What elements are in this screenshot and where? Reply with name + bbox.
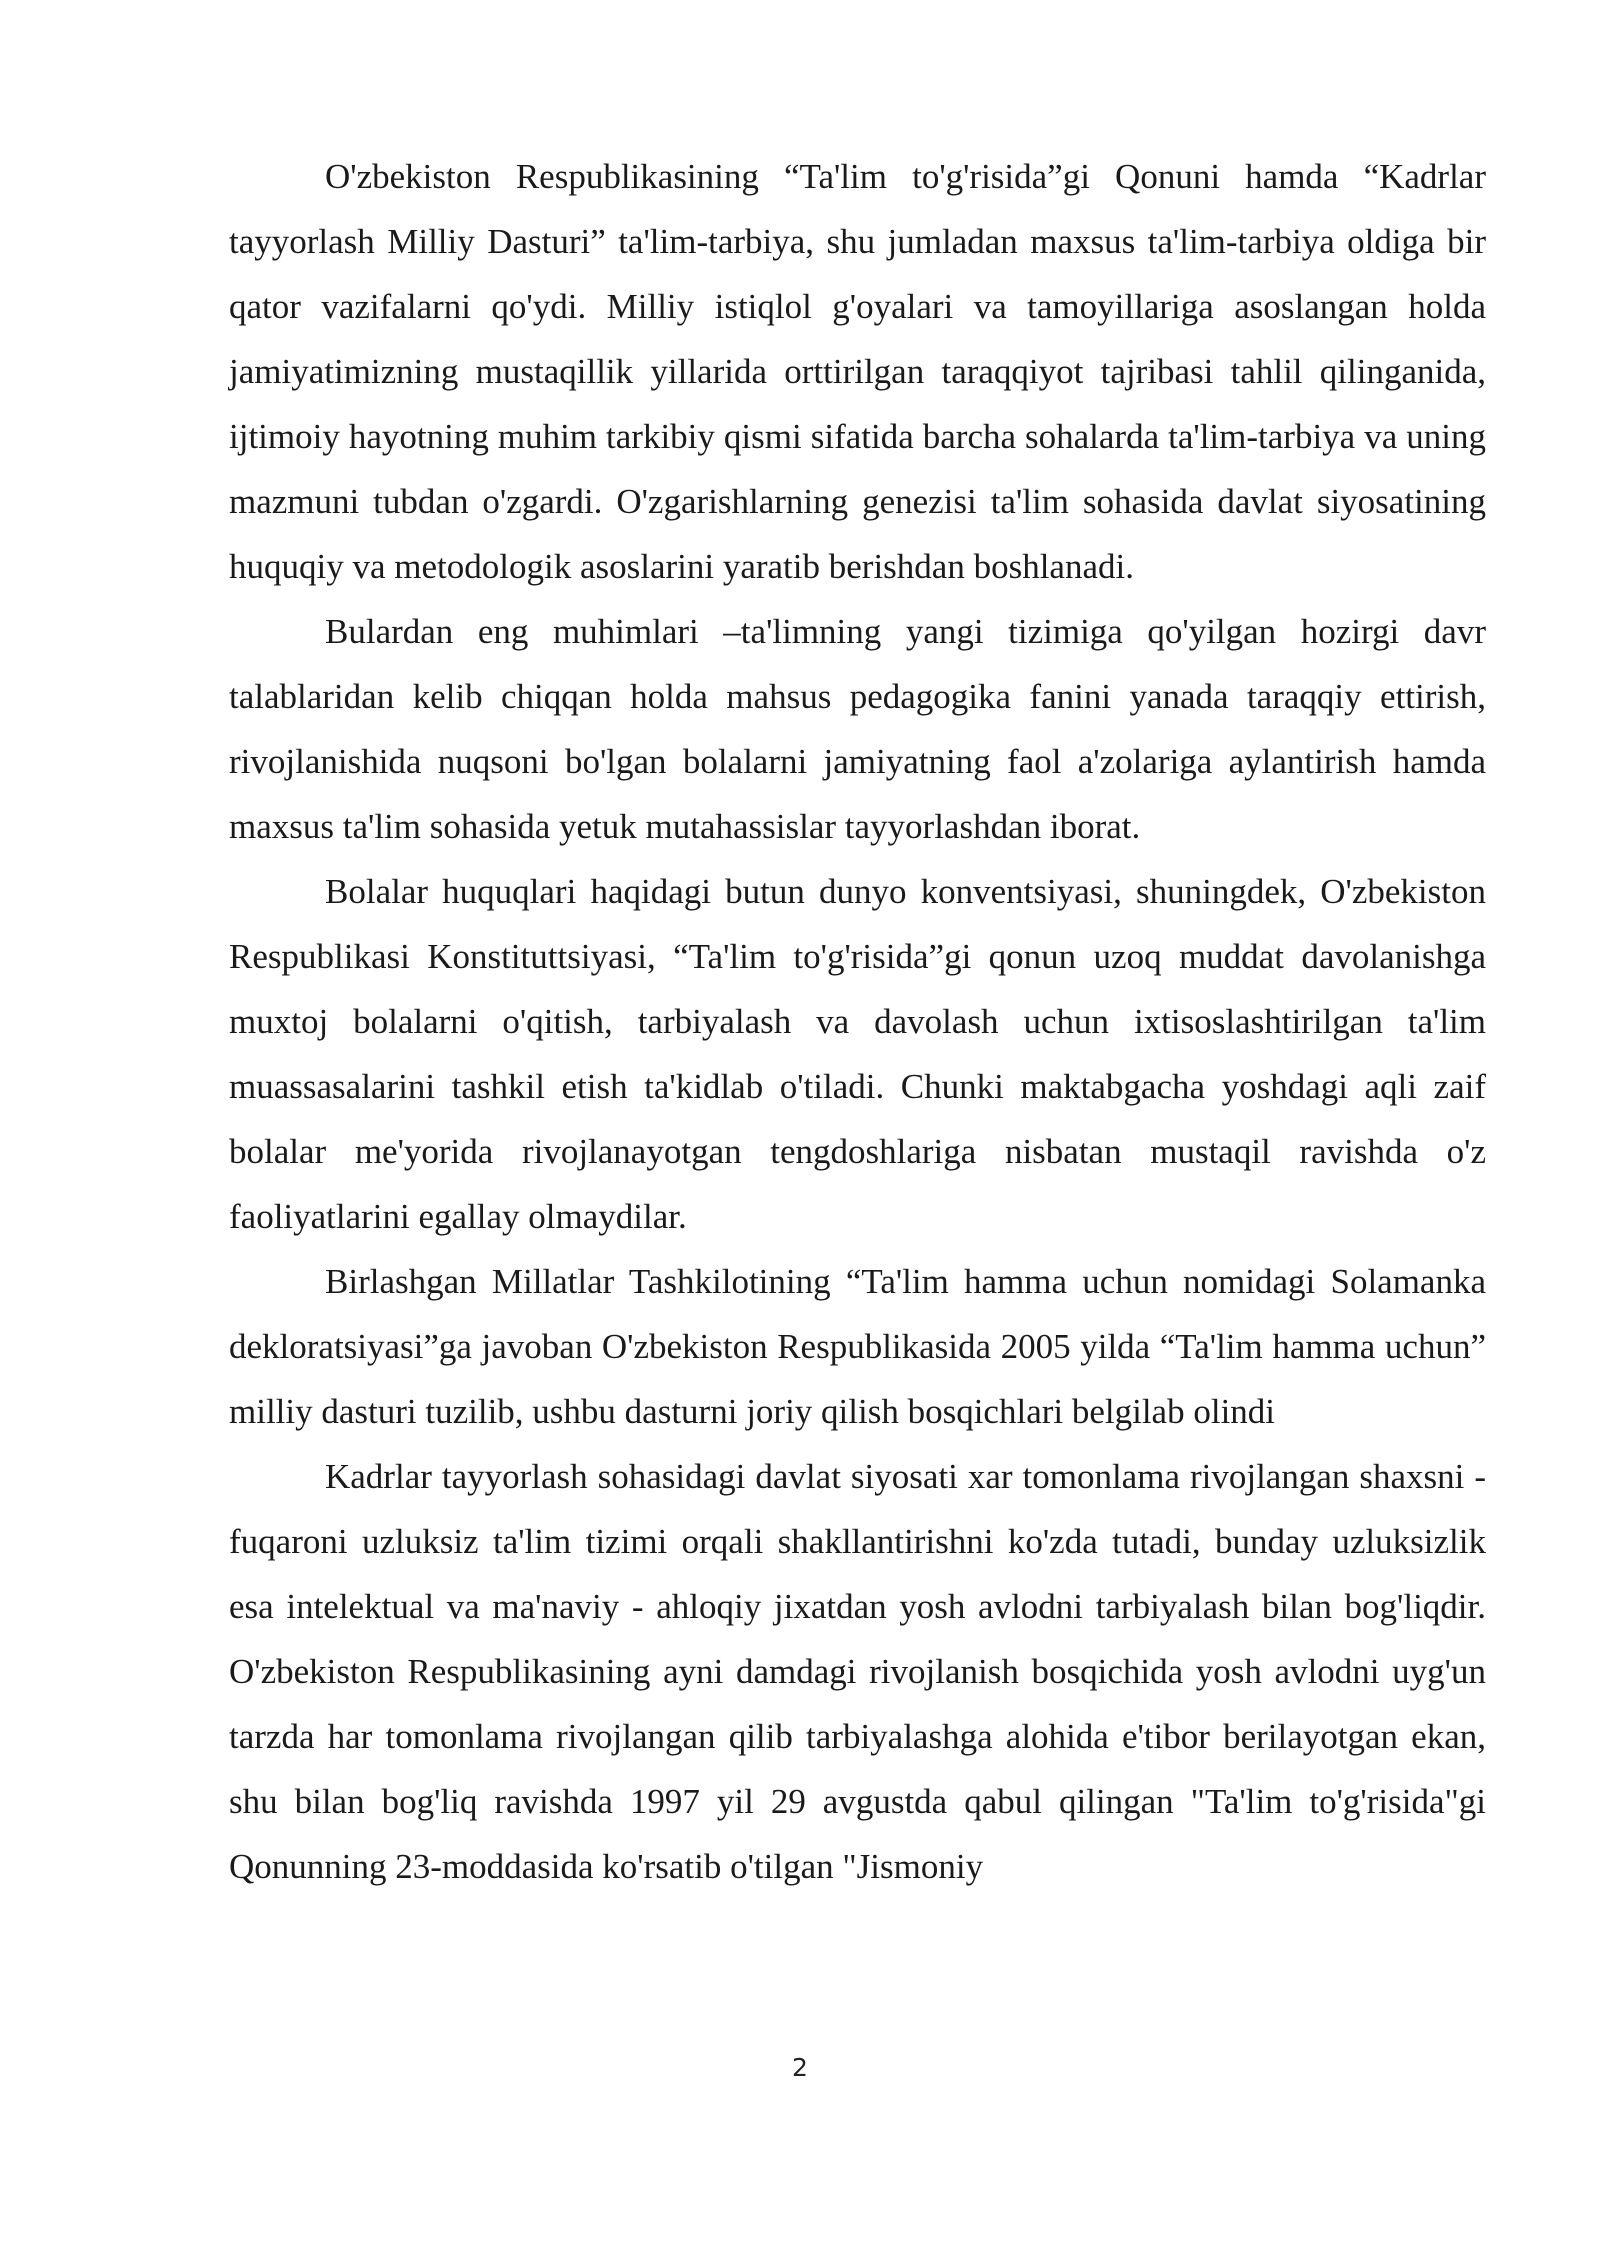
paragraph-3: Bolalar huquqlari haqidagi butun dunyo konventsiyasi, shuningdek, O'zbekiston Respublikasi Konstituttsiyasi, “Ta'lim to'g'risida”gi qonun uzoq muddat davolanishga muxtoj bolalarni o'qitish, tarbiyalash va davolash uchun ixtisoslashtirilgan ta'lim muassasalarini tashkil etish ta'kidlab o'tiladi. Chunki maktabgacha yoshdagi aqli zaif bolalar me'yorida rivojlanayotgan tengdoshlariga nisbatan mustaqil ravishda o'z faoliyatlarini egallay olmaydilar.	[229, 872, 1486, 1236]
paragraph-2: Bulardan eng muhimlari –ta'limning yangi tizimiga qo'yilgan hozirgi davr talablaridan kelib chiqqan holda mahsus pedagogika fanini yanada taraqqiy ettirish, rivojlanishida nuqsoni bo'lgan bolalarni jamiyatning faol a'zolariga aylantirish hamda maxsus ta'lim sohasida yetuk mutahassislar tayyorlashdan iborat.	[229, 612, 1486, 846]
paragraph-5: Kadrlar tayyorlash sohasidagi davlat siyosati xar tomonlama rivojlangan shaxsni - fuqaroni uzluksiz ta'lim tizimi orqali shakllantirishni ko'zda tutadi, bunday uzluksizlik esa intelektual va ma'naviy - ahloqiy jixatdan yosh avlodni tarbiyalash bilan bog'liqdir. O'zbekiston Respublikasining ayni damdagi rivojlanish bosqichida yosh avlodni uyg'un tarzda har tomonlama rivojlangan qilib tarbiyalashga alohida e'tibor berilayotgan ekan, shu bilan bog'liq ravishda 1997 yil 29 avgustda qabul qilingan "Ta'lim to'g'risida"gi Qonunning 23-moddasida ko'rsatib o'tilgan "Jismoniy	[229, 1457, 1486, 1886]
paragraph-4: Birlashgan Millatlar Tashkilotining “Ta'lim hamma uchun nomidagi Solamanka dekloratsiyasi”ga javoban O'zbekiston Respublikasida 2005 yilda “Ta'lim hamma uchun” milliy dasturi tuzilib, ushbu dasturni joriy qilish bosqichlari belgilab olindi	[229, 1262, 1486, 1431]
page-number: 2	[792, 2053, 808, 2082]
paragraph-1: O'zbekiston Respublikasining “Ta'lim to'g'risida”gi Qonuni hamda “Kadrlar tayyorlash Milliy Dasturi” ta'lim-tarbiya, shu jumladan maxsus ta'lim-tarbiya oldiga bir qator vazifalarni qo'ydi. Milliy istiqlol g'oyalari va tamoyillariga asoslangan holda jamiyatimizning mustaqillik yillarida orttirilgan taraqqiyot tajribasi tahlil qilinganida, ijtimoiy hayotning muhim tarkibiy qismi sifatida barcha sohalarda ta'lim-tarbiya va uning mazmuni tubdan o'zgardi. O'zgarishlarning genezisi ta'lim sohasida davlat siyosatining huquqiy va metodologik asoslarini yaratib berishdan boshlanadi.	[229, 157, 1486, 586]
body-text	[229, 144, 1486, 1899]
